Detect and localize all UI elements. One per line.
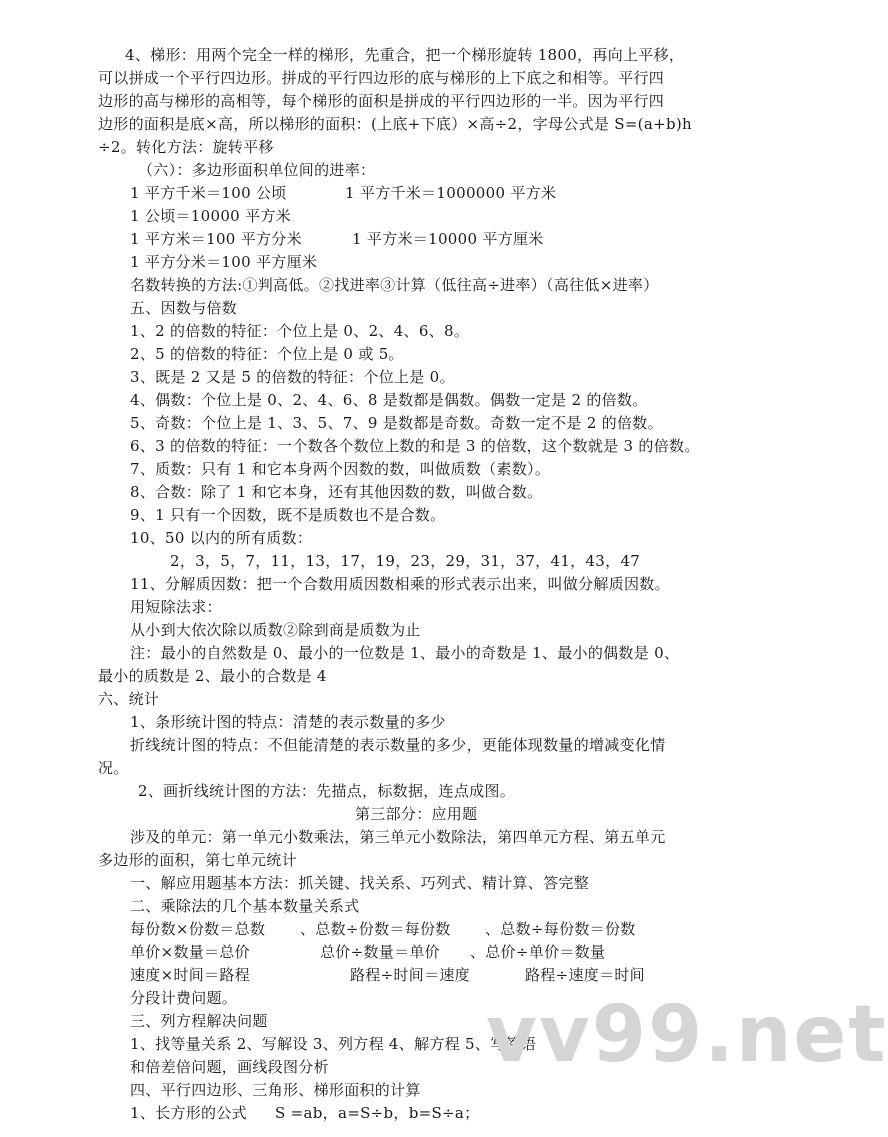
relation-3c: 路程÷速度＝时间 [525, 966, 645, 984]
prime-list: 2，3，5，7，11，13，17，19，23，29，31，37，41，43，47 [170, 552, 641, 570]
stat-item-2b: 况。 [98, 759, 129, 777]
factor-item-11: 11、分解质因数：把一个合数用质因数相乘的形式表示出来，叫做分解质因数。 [130, 575, 670, 593]
unit-d1: 1 平方分米＝100 平方厘米 [130, 253, 318, 271]
trapezoid-line-3: 边形的高与梯形的高相等，每个梯形的面积是拼成的平行四边形的一半。因为平行四 [98, 92, 665, 110]
relation-1b: 、总数÷份数＝每份数 [300, 920, 451, 938]
area-units-heading: （六）：多边形面积单位间的进率： [138, 161, 376, 179]
stat-item-3: 2、画折线统计图的方法：先描点，标数据，连点成图。 [138, 782, 516, 800]
short-division-steps: 从小到大依次除以质数②除到商是质数为止 [130, 621, 421, 639]
short-division: 用短除法求： [130, 598, 222, 616]
stat-item-2a: 折线统计图的特点：不但能清楚的表示数量的多少，更能体现数量的增减变化情 [130, 736, 666, 754]
formula-1-body: S =ab，a=S÷b，b=S÷a； [275, 1104, 480, 1122]
trapezoid-line-1: 4、梯形：用两个完全一样的梯形，先重合，把一个梯形旋转 1800，再向上平移， [125, 46, 685, 64]
unit-c2: 1 平方米＝10000 平方厘米 [352, 230, 544, 248]
trapezoid-line-2: 可以拼成一个平行四边形。拼成的平行四边形的底与梯形的上下底之和相等。平行四 [98, 69, 665, 87]
formula-1-label: 1、长方形的公式 [130, 1104, 247, 1122]
note-line-1: 注：最小的自然数是 0、最小的一位数是 1、最小的奇数是 1、最小的偶数是 0、 [130, 644, 680, 662]
factor-item-3: 3、既是 2 又是 5 的倍数的特征：个位上是 0。 [130, 368, 455, 386]
factor-item-10: 10、50 以内的所有质数： [130, 529, 313, 547]
factor-item-8: 8、合数：除了 1 和它本身，还有其他因数的数，叫做合数。 [130, 483, 543, 501]
trapezoid-line-4: 边形的面积是底×高，所以梯形的面积：(上底+下底）×高÷2，字母公式是 S=(a+b)h [98, 115, 692, 133]
note-line-2: 最小的质数是 2、最小的合数是 4 [98, 667, 327, 685]
relation-2b: 总价÷数量＝单价 [320, 943, 440, 961]
relation-3b: 路程÷时间＝速度 [350, 966, 470, 984]
trapezoid-line-5: ÷2。转化方法：旋转平移 [98, 138, 274, 156]
factor-item-1: 1、2 的倍数的特征：个位上是 0、2、4、6、8。 [130, 322, 470, 340]
equation-steps: 1、找等量关系 2、写解设 3、列方程 4、解方程 5、写答语 [130, 1035, 537, 1053]
segmented-billing: 分段计费问题。 [130, 989, 238, 1007]
relation-2c: 、总价÷单价＝数量 [470, 943, 606, 961]
conversion-method: 名数转换的方法:①判高低。②找进率③计算（低往高÷进率）（高往低×进率） [130, 276, 659, 294]
method-3: 三、列方程解决问题 [130, 1012, 268, 1030]
relation-2a: 单价×数量＝总价 [130, 943, 250, 961]
unit-c1: 1 平方米＝100 平方分米 [130, 230, 302, 248]
relation-3a: 速度×时间＝路程 [130, 966, 250, 984]
section-6-title: 六、统计 [98, 690, 160, 708]
units-line-2: 多边形的面积，第七单元统计 [98, 851, 297, 869]
multiple-difference: 和倍差倍问题，画线段图分析 [130, 1058, 329, 1076]
method-4: 四、平行四边形、三角形、梯形面积的计算 [130, 1081, 421, 1099]
unit-b1: 1 公顷＝10000 平方米 [130, 207, 291, 225]
unit-a1: 1 平方千米＝100 公顷 [130, 184, 287, 202]
units-line-1: 涉及的单元：第一单元小数乘法，第三单元小数除法，第四单元方程、第五单元 [130, 828, 666, 846]
factor-item-4: 4、偶数：个位上是 0、2、4、6、8 是数都是偶数。偶数一定是 2 的倍数。 [130, 391, 648, 409]
factor-item-2: 2、5 的倍数的特征：个位上是 0 或 5。 [130, 345, 404, 363]
relation-1c: 、总数÷每份数＝份数 [485, 920, 636, 938]
section-5-title: 五、因数与倍数 [130, 299, 238, 317]
method-1: 一、解应用题基本方法：抓关键、找关系、巧列式、精计算、答完整 [130, 874, 590, 892]
factor-item-9: 9、1 只有一个因数，既不是质数也不是合数。 [130, 506, 446, 524]
stat-item-1: 1、条形统计图的特点：清楚的表示数量的多少 [130, 713, 446, 731]
factor-item-6: 6、3 的倍数的特征：一个数各个数位上数的和是 3 的倍数，这个数就是 3 的倍数。 [130, 437, 700, 455]
watermark: vv99.net [486, 990, 888, 1080]
factor-item-5: 5、奇数：个位上是 1、3、5、7、9 是数都是奇数。奇数一定不是 2 的倍数。 [130, 414, 663, 432]
method-2: 二、乘除法的几个基本数量关系式 [130, 897, 360, 915]
relation-1a: 每份数×份数＝总数 [130, 920, 266, 938]
part-3-title: 第三部分：应用题 [355, 805, 478, 823]
factor-item-7: 7、质数：只有 1 和它本身两个因数的数，叫做质数（素数）。 [130, 460, 551, 478]
unit-a2: 1 平方千米＝1000000 平方米 [345, 184, 557, 202]
